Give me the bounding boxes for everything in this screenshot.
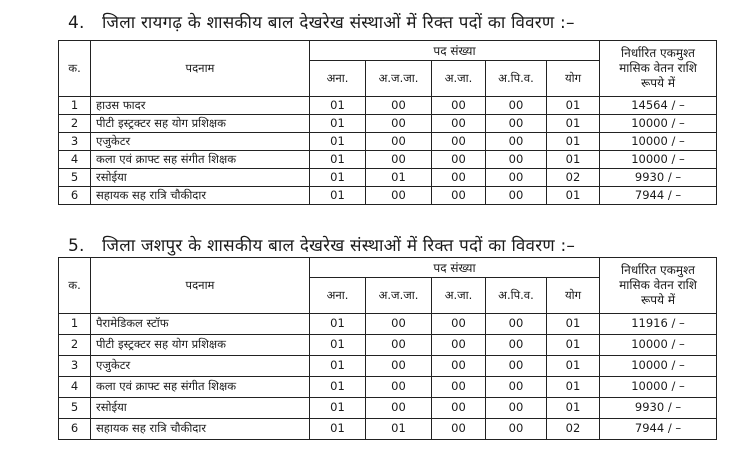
apiv-header: अ.पि.व. <box>486 61 547 97</box>
post-name-cell: रसोईया <box>91 169 310 187</box>
post-name-cell: एजुकेटर <box>91 133 310 151</box>
serial-cell: 2 <box>59 335 91 356</box>
total-header: योग <box>547 61 600 97</box>
salary-cell: 9930 / – <box>600 398 717 419</box>
salary-header-line2: मासिक वेतन राशि <box>619 278 697 292</box>
table-row <box>59 151 717 169</box>
salary-header-line3: रूपये में <box>640 76 676 90</box>
total-cell: 02 <box>547 419 600 440</box>
apiv-cell: 00 <box>486 398 547 419</box>
section-number: 5. <box>68 236 85 256</box>
ana-header: अना. <box>310 61 366 97</box>
salary-cell: 10000 / – <box>600 151 717 169</box>
post-name-cell: एजुकेटर <box>91 356 310 377</box>
ajja-cell: 00 <box>366 133 432 151</box>
post-name-cell: हाउस फादर <box>91 97 310 115</box>
table-body <box>59 314 717 440</box>
total-cell: 01 <box>547 133 600 151</box>
ana-cell: 01 <box>310 133 366 151</box>
aja-cell: 00 <box>432 169 486 187</box>
serial-cell: 4 <box>59 151 91 169</box>
serial-cell: 6 <box>59 187 91 205</box>
post-name-cell: सहायक सह रात्रि चौकीदार <box>91 187 310 205</box>
section-heading: जिला रायगढ़ के शासकीय बाल देखरेख संस्थाओं में रिक्त पदों का विवरण :– <box>102 13 575 33</box>
ana-header: अना. <box>310 278 366 314</box>
ajja-cell: 00 <box>366 187 432 205</box>
aja-cell: 00 <box>432 97 486 115</box>
aja-cell: 00 <box>432 115 486 133</box>
total-cell: 01 <box>547 398 600 419</box>
aja-cell: 00 <box>432 398 486 419</box>
post-name-cell: पीटी इस्ट्रक्टर सह योग प्रशिक्षक <box>91 115 310 133</box>
serial-cell: 2 <box>59 115 91 133</box>
table-row <box>59 314 717 335</box>
ana-cell: 01 <box>310 97 366 115</box>
table-body <box>59 97 717 205</box>
post-name-header: पदनाम <box>91 41 310 97</box>
post-name-cell: कला एवं क्राफ्ट सह संगीत शिक्षक <box>91 151 310 169</box>
ana-cell: 01 <box>310 115 366 133</box>
ana-cell: 01 <box>310 419 366 440</box>
ajja-cell: 00 <box>366 115 432 133</box>
post-name-cell: सहायक सह रात्रि चौकीदार <box>91 419 310 440</box>
total-cell: 01 <box>547 187 600 205</box>
post-count-header: पद संख्या <box>310 41 600 61</box>
ana-cell: 01 <box>310 335 366 356</box>
ajja-cell: 00 <box>366 151 432 169</box>
ajja-cell: 00 <box>366 97 432 115</box>
table-row <box>59 97 717 115</box>
post-name-cell: पैरामेडिकल स्टॉफ <box>91 314 310 335</box>
serial-cell: 5 <box>59 398 91 419</box>
section-4-title <box>68 10 575 33</box>
apiv-cell: 00 <box>486 169 547 187</box>
apiv-cell: 00 <box>486 356 547 377</box>
ajja-header: अ.ज.जा. <box>366 61 432 97</box>
aja-cell: 00 <box>432 314 486 335</box>
total-cell: 01 <box>547 151 600 169</box>
apiv-header: अ.पि.व. <box>486 278 547 314</box>
salary-header-line2: मासिक वेतन राशि <box>619 61 697 75</box>
table-row <box>59 398 717 419</box>
apiv-cell: 00 <box>486 133 547 151</box>
aja-cell: 00 <box>432 356 486 377</box>
apiv-cell: 00 <box>486 97 547 115</box>
section-5-title <box>68 233 575 256</box>
serial-header: क. <box>59 41 91 97</box>
post-name-header: पदनाम <box>91 258 310 314</box>
aja-header: अ.जा. <box>432 278 486 314</box>
ana-cell: 01 <box>310 356 366 377</box>
ana-cell: 01 <box>310 377 366 398</box>
aja-cell: 00 <box>432 335 486 356</box>
table-row <box>59 169 717 187</box>
apiv-cell: 00 <box>486 187 547 205</box>
salary-header-line1: निर्धारित एकमुश्त <box>621 46 695 60</box>
table-row <box>59 115 717 133</box>
ajja-cell: 00 <box>366 335 432 356</box>
serial-cell: 3 <box>59 133 91 151</box>
salary-cell: 11916 / – <box>600 314 717 335</box>
post-name-cell: कला एवं क्राफ्ट सह संगीत शिक्षक <box>91 377 310 398</box>
salary-header <box>600 258 717 314</box>
salary-header-line1: निर्धारित एकमुश्त <box>621 263 695 277</box>
section-heading: जिला जशपुर के शासकीय बाल देखरेख संस्थाओं में रिक्त पदों का विवरण :– <box>102 236 576 256</box>
ajja-cell: 01 <box>366 169 432 187</box>
serial-cell: 1 <box>59 314 91 335</box>
total-cell: 01 <box>547 377 600 398</box>
ana-cell: 01 <box>310 187 366 205</box>
total-cell: 01 <box>547 97 600 115</box>
apiv-cell: 00 <box>486 377 547 398</box>
salary-cell: 7944 / – <box>600 187 717 205</box>
aja-cell: 00 <box>432 377 486 398</box>
table-row <box>59 133 717 151</box>
ajja-cell: 00 <box>366 314 432 335</box>
serial-cell: 6 <box>59 419 91 440</box>
salary-cell: 10000 / – <box>600 356 717 377</box>
aja-cell: 00 <box>432 151 486 169</box>
vacancy-table-jashpur <box>58 257 717 440</box>
ana-cell: 01 <box>310 314 366 335</box>
post-count-header: पद संख्या <box>310 258 600 278</box>
total-cell: 01 <box>547 335 600 356</box>
total-cell: 01 <box>547 314 600 335</box>
table-row <box>59 377 717 398</box>
post-name-cell: रसोईया <box>91 398 310 419</box>
serial-header: क. <box>59 258 91 314</box>
serial-cell: 1 <box>59 97 91 115</box>
serial-cell: 5 <box>59 169 91 187</box>
serial-cell: 3 <box>59 356 91 377</box>
post-name-cell: पीटी इस्ट्रक्टर सह योग प्रशिक्षक <box>91 335 310 356</box>
table-row <box>59 187 717 205</box>
section-number: 4. <box>68 13 85 33</box>
table-row <box>59 356 717 377</box>
serial-cell: 4 <box>59 377 91 398</box>
ajja-header: अ.ज.जा. <box>366 278 432 314</box>
salary-cell: 10000 / – <box>600 133 717 151</box>
salary-cell: 14564 / – <box>600 97 717 115</box>
apiv-cell: 00 <box>486 419 547 440</box>
ana-cell: 01 <box>310 169 366 187</box>
salary-cell: 7944 / – <box>600 419 717 440</box>
aja-header: अ.जा. <box>432 61 486 97</box>
ajja-cell: 00 <box>366 377 432 398</box>
vacancy-table-raigarh <box>58 40 717 205</box>
total-cell: 02 <box>547 169 600 187</box>
apiv-cell: 00 <box>486 151 547 169</box>
salary-cell: 10000 / – <box>600 335 717 356</box>
ana-cell: 01 <box>310 151 366 169</box>
total-cell: 01 <box>547 356 600 377</box>
salary-header-line3: रूपये में <box>640 293 676 307</box>
ajja-cell: 00 <box>366 398 432 419</box>
apiv-cell: 00 <box>486 115 547 133</box>
aja-cell: 00 <box>432 133 486 151</box>
table-row <box>59 335 717 356</box>
aja-cell: 00 <box>432 419 486 440</box>
total-cell: 01 <box>547 115 600 133</box>
table-row <box>59 419 717 440</box>
ajja-cell: 01 <box>366 419 432 440</box>
ana-cell: 01 <box>310 398 366 419</box>
aja-cell: 00 <box>432 187 486 205</box>
total-header: योग <box>547 278 600 314</box>
salary-cell: 10000 / – <box>600 377 717 398</box>
ajja-cell: 00 <box>366 356 432 377</box>
salary-cell: 9930 / – <box>600 169 717 187</box>
apiv-cell: 00 <box>486 314 547 335</box>
salary-cell: 10000 / – <box>600 115 717 133</box>
apiv-cell: 00 <box>486 335 547 356</box>
salary-header <box>600 41 717 97</box>
